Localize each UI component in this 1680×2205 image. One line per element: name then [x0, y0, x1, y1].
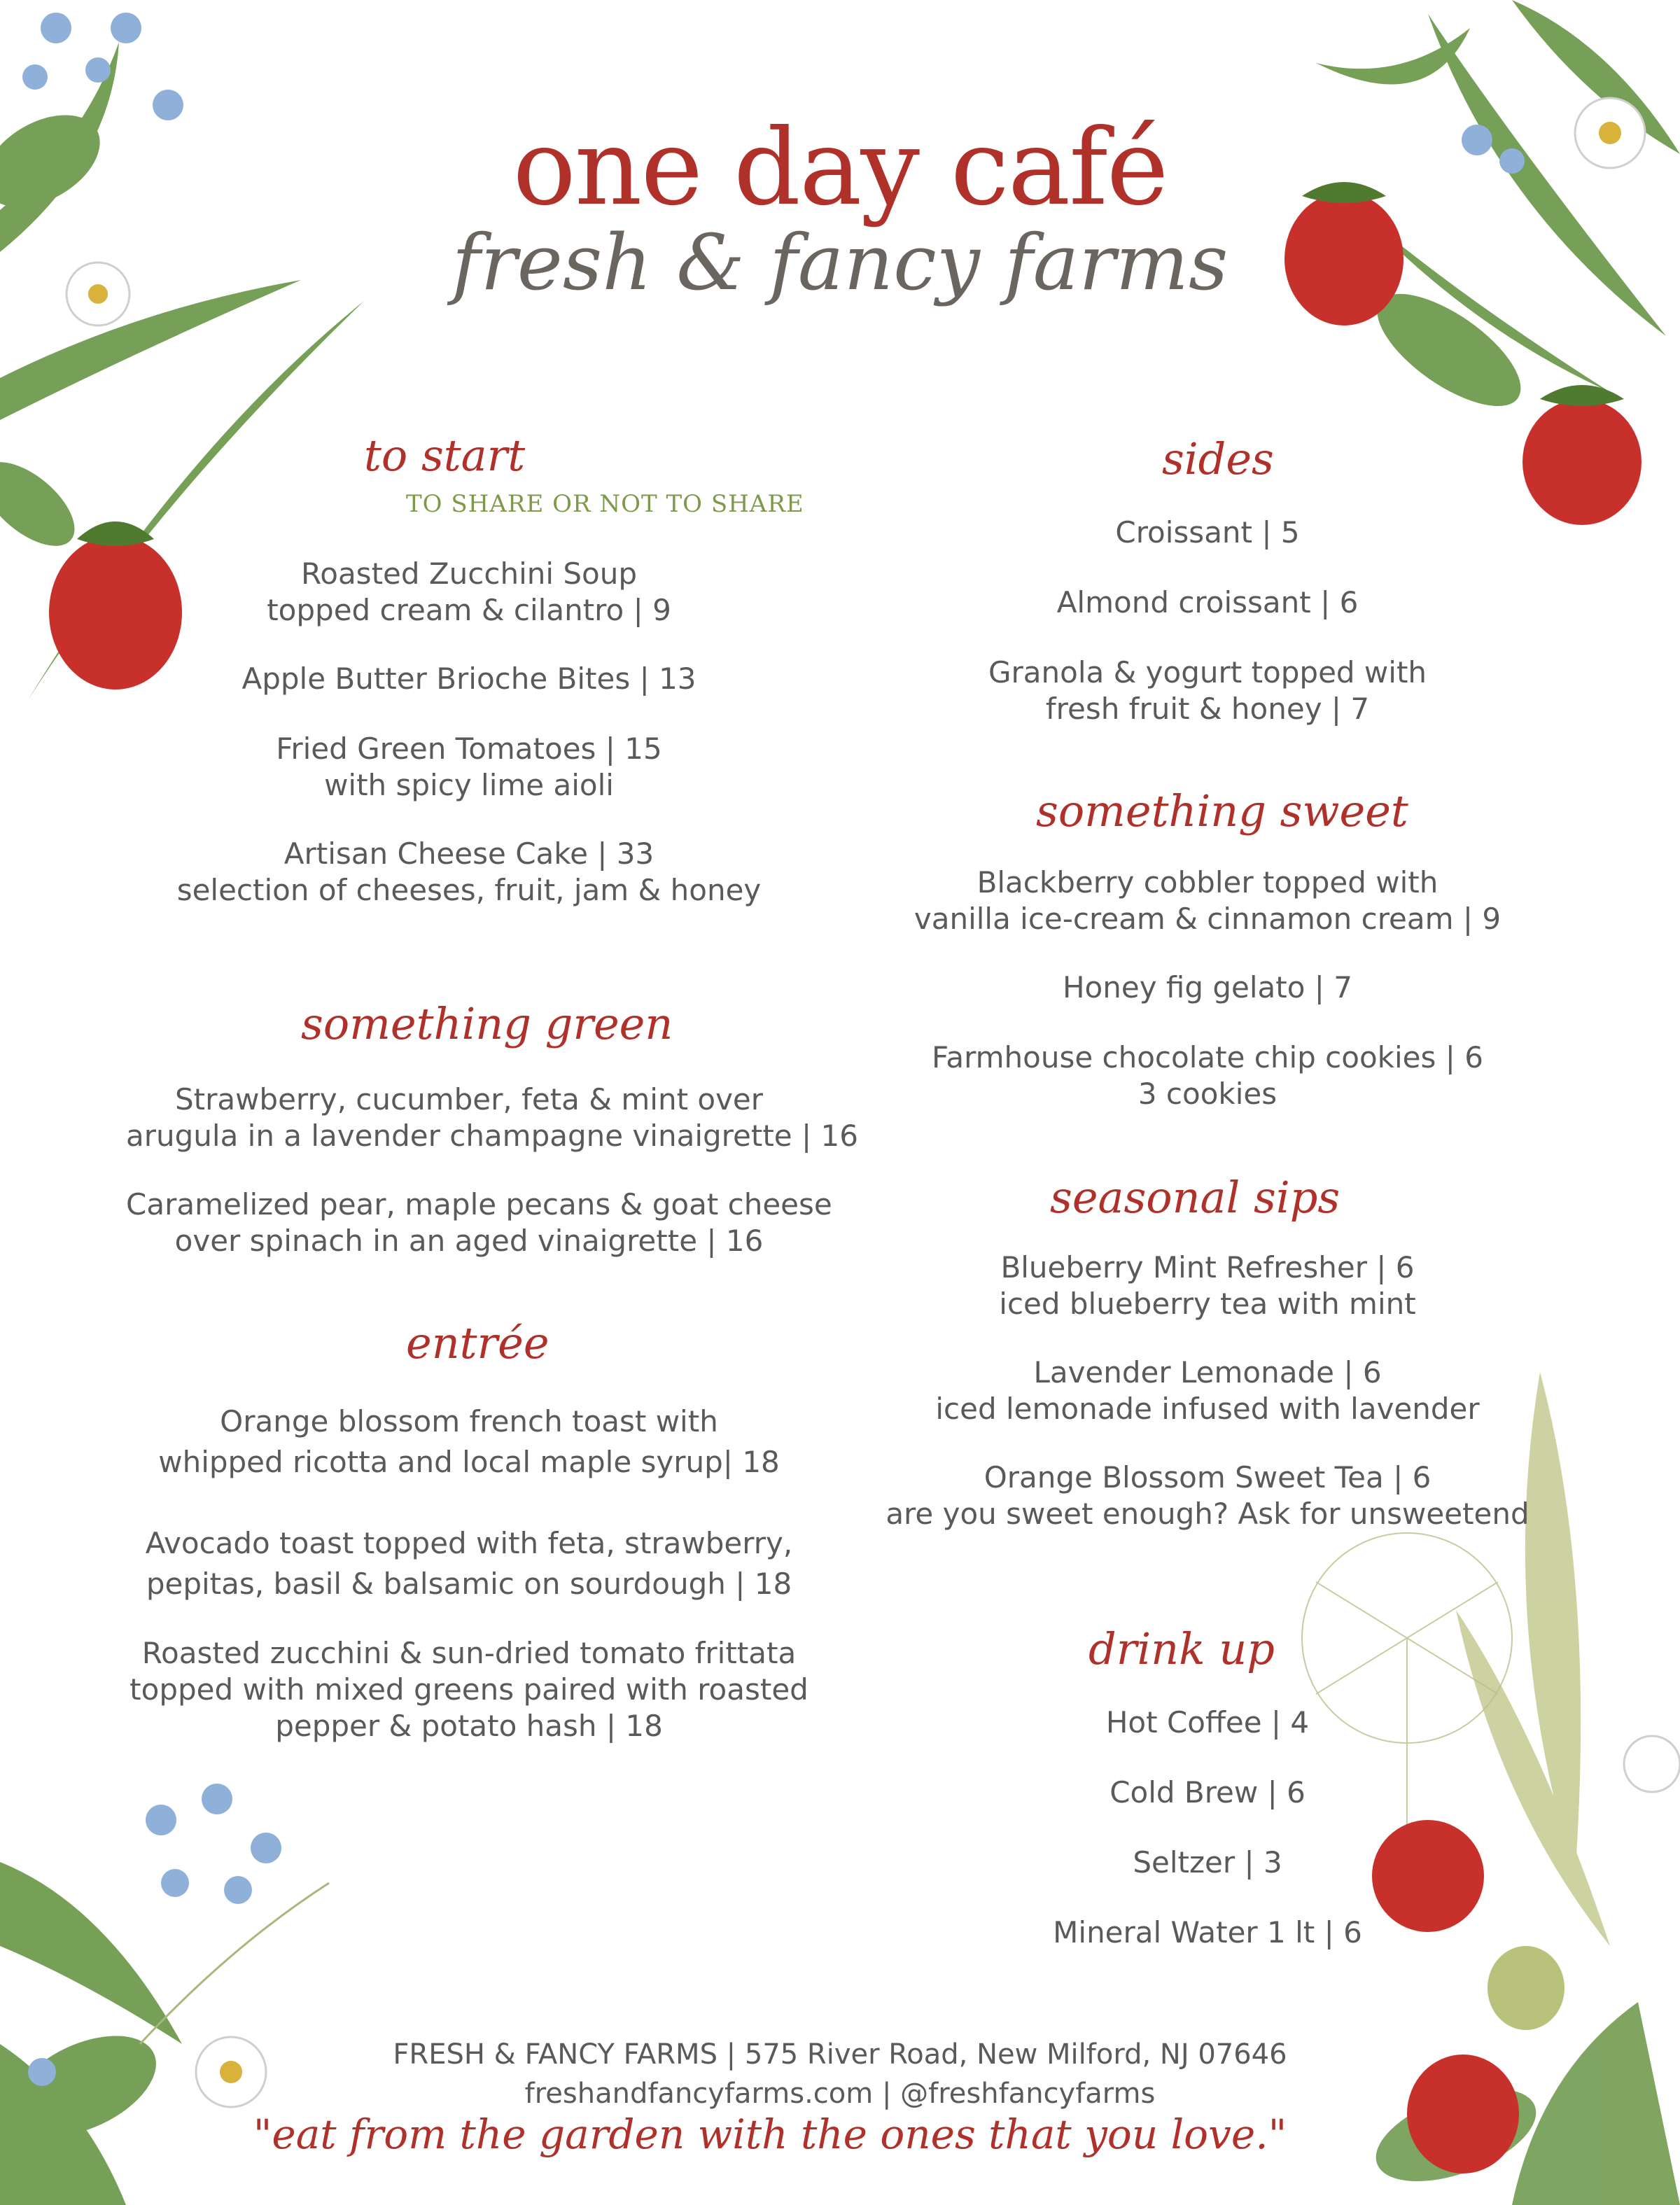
menu-item: Caramelized pear, maple pecans & goat cheese over spinach in an aged vinaigrette | 16: [126, 1187, 832, 1258]
menu-item: Mineral Water 1 lt | 6: [1053, 1915, 1362, 1949]
menu-item: Apple Butter Brioche Bites | 13: [241, 662, 696, 696]
menu-item: Strawberry, cucumber, feta & mint over arugula in a lavender champagne vinaigrette | 16: [126, 1082, 858, 1153]
menu-item: Farmhouse chocolate chip cookies | 6 3 cookies: [932, 1040, 1483, 1111]
menu-item: Honey fig gelato | 7: [1062, 970, 1353, 1004]
seasonal-sips-heading: seasonal sips: [1050, 1172, 1340, 1223]
sides-heading: sides: [1162, 433, 1274, 484]
menu-item: Roasted Zucchini Soup topped cream & cilantro | 9: [267, 556, 671, 627]
footer-web: freshandfancyfarms.com | @freshfancyfarms: [524, 2078, 1156, 2110]
menu-item: Blackberry cobbler topped with vanilla ice-cream & cinnamon cream | 9: [913, 865, 1502, 936]
menu-item: Croissant | 5: [1115, 515, 1300, 550]
footer-address: FRESH & FANCY FARMS | 575 River Road, New Milford, NJ 07646: [393, 2038, 1287, 2071]
footer-quote: "eat from the garden with the ones that you love.": [253, 2110, 1287, 2158]
something-sweet-heading: something sweet: [1036, 785, 1408, 836]
right-column: [868, 0, 1547, 2205]
menu-item: Hot Coffee | 4: [1105, 1705, 1310, 1740]
menu-item: Blueberry Mint Refresher | 6 iced blueberry tea with mint: [999, 1250, 1416, 1321]
menu-item: Orange blossom french toast with whipped ricotta and local maple syrup| 18: [158, 1404, 780, 1479]
menu-item: Granola & yogurt topped with fresh fruit & honey | 7: [988, 655, 1427, 726]
menu-item: Avocado toast topped with feta, strawberry, pepitas, basil & balsamic on sourdough | 18: [145, 1526, 793, 1601]
to-start-subheading: TO SHARE OR NOT TO SHARE: [406, 490, 804, 518]
menu-item: Seltzer | 3: [1133, 1845, 1282, 1879]
menu-item: Lavender Lemonade | 6 iced lemonade infused with lavender: [935, 1355, 1480, 1426]
menu-item: Cold Brew | 6: [1110, 1775, 1306, 1809]
entree-heading: entrée: [406, 1317, 550, 1368]
menu-item: Artisan Cheese Cake | 33 selection of cheeses, fruit, jam & honey: [176, 836, 762, 907]
to-start-heading: to start: [364, 430, 526, 481]
something-green-heading: something green: [301, 998, 673, 1049]
menu-item: Almond croissant | 6: [1056, 585, 1359, 620]
menu-item: Orange Blossom Sweet Tea | 6 are you sweet enough? Ask for unsweetend: [886, 1460, 1530, 1531]
cafe-name: one day café: [512, 107, 1168, 229]
menu-item: Fried Green Tomatoes | 15 with spicy lime aioli: [276, 732, 662, 802]
menu-item: Roasted zucchini & sun-dried tomato frittata topped with mixed greens paired with roasted pepper & potato hash | 18: [130, 1636, 808, 1743]
drink-up-heading: drink up: [1088, 1623, 1275, 1674]
farm-name: fresh & fancy farms: [451, 218, 1228, 307]
